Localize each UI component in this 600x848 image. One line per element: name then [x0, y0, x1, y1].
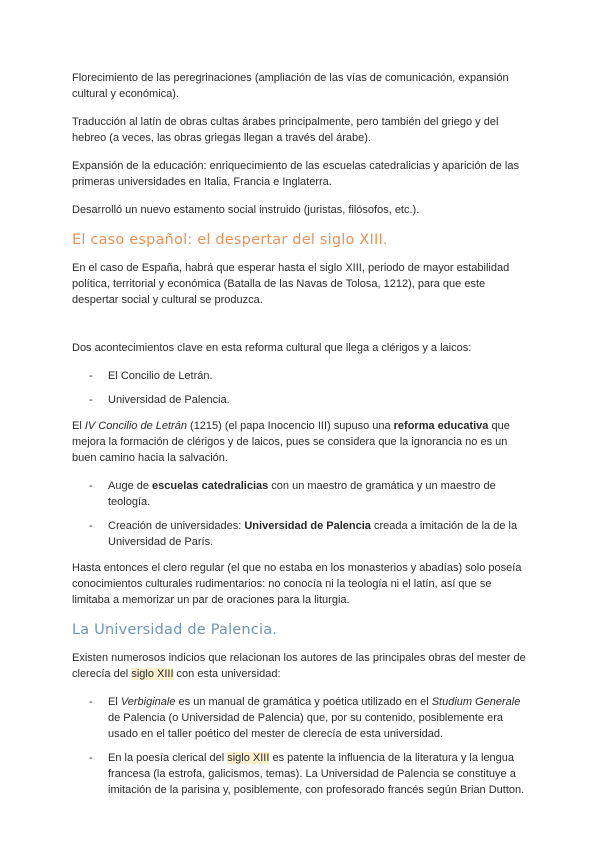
sub1-pre: Auge de: [108, 480, 153, 492]
list-item-text: Universidad de Palencia.: [108, 394, 230, 406]
spacer: [72, 320, 528, 340]
studium-generale-title: Studium Generale: [431, 696, 521, 708]
list-item: [72, 478, 528, 510]
item1-b: es un manual de gramática y poética utilizado en el: [175, 696, 432, 708]
highlight-siglo-xiii: siglo XIII: [227, 752, 270, 764]
item2-a: En la poesía clerical del: [108, 752, 228, 764]
dash-bullet: -: [89, 520, 93, 532]
list-item: [72, 392, 528, 408]
list-item: [72, 750, 528, 798]
concilio-end-text: que mejora la formación de clérigos y de laicos, pues se considera que la ignorancia no es un buen camino hacia la salvación.: [72, 420, 510, 464]
dash-bullet: -: [89, 370, 93, 382]
escuelas-catedralicias-term: escuelas catedralicias: [152, 480, 269, 492]
list-item-text: El Concilio de Letrán.: [108, 370, 213, 382]
dash-bullet: -: [89, 394, 93, 406]
intro-paragraph-1: Florecimiento de las peregrinaciones (ampliación de las vías de comunicación, expansión cultural y económica).: [72, 72, 509, 100]
indicios-post: con esta universidad:: [173, 668, 281, 680]
acontecimientos-intro: Dos acontecimientos clave en esta reforma cultural que llega a clérigos y a laicos:: [72, 342, 472, 354]
intro-paragraph-4: Desarrolló un nuevo estamento social instruido (juristas, filósofos, etc.).: [72, 204, 420, 216]
concilio-title: IV Concilio de Letrán: [84, 420, 187, 432]
universidad-palencia-term: Universidad de Palencia: [244, 520, 371, 532]
indicios-paragraph: [72, 650, 528, 682]
list-item: [72, 694, 528, 742]
intro-paragraph-3: Expansión de la educación: enriquecimiento de las escuelas catedralicias y aparición de las primeras universidades en Italia, Francia e Inglaterra.: [72, 160, 519, 188]
reforma-educativa-term: reforma educativa: [393, 420, 489, 432]
item1-a: El: [108, 696, 121, 708]
concilio-middle-text: (1215) (el papa Inocencio III) supuso una: [186, 420, 394, 432]
sub2-post: creada a imitación de la de la Universidad de París.: [108, 520, 518, 548]
list-item: [72, 518, 528, 550]
events-list: [72, 368, 528, 408]
reform-list: [72, 478, 528, 550]
dash-bullet: -: [89, 480, 93, 492]
clero-paragraph: Hasta entonces el clero regular (el que no estaba en los monasterios y abadías) solo poseía conocimientos culturales rudimentarios: no conocía ni la teología ni el latín, así que se limitaba a memorizar un par de oraciones para la liturgia.: [72, 562, 522, 606]
list-item: [72, 368, 528, 384]
section-heading-caso-espanol: El caso español: el despertar del siglo XIII.: [72, 232, 388, 248]
highlight-siglo-xiii: siglo XIII: [131, 668, 174, 680]
dash-bullet: -: [89, 752, 93, 764]
intro-paragraph-2: Traducción al latín de obras cultas árabes principalmente, pero también del griego y del hebreo (a veces, las obras griegas llegan a través del árabe).: [72, 116, 499, 144]
item1-c: de Palencia (o Universidad de Palencia) que, por su contenido, posiblemente era usado en el taller poético del mester de clerecía de esta universidad.: [108, 712, 504, 740]
palencia-list: [72, 694, 528, 798]
section-heading-universidad-palencia: La Universidad de Palencia.: [72, 622, 278, 638]
sub1-post: con un maestro de gramática y un maestro de teología.: [108, 480, 496, 508]
concilio-paragraph: El IV Concilio de Letrán (1215) (el papa Inocencio III) supuso una reforma educativa que mejora la formación de clérigos y de laicos, pues se considera que la ignorancia no es un buen camino hacia la salvación.: [72, 420, 510, 464]
indicios-pre: Existen numerosos indicios que relacionan los autores de las principales obras del mester de clerecía del: [72, 652, 526, 680]
dash-bullet: -: [89, 696, 93, 708]
item2-b: es patente la influencia de la literatura y la lengua francesa (la estrofa, galicismos, temas). La Universidad de Palencia se constituye a imitación de la parisina y, posiblemente, con profesorado francés según Brian Dutton.: [108, 752, 525, 796]
caso-espanol-paragraph: En el caso de España, habrá que esperar hasta el siglo XIII, periodo de mayor estabilidad política, territorial y económica (Batalla de las Navas de Tolosa, 1212), para que este despertar social y cultural se produzca.: [72, 262, 510, 306]
sub2-pre: Creación de universidades:: [108, 520, 245, 532]
verbiginale-title: Verbiginale: [120, 696, 176, 708]
